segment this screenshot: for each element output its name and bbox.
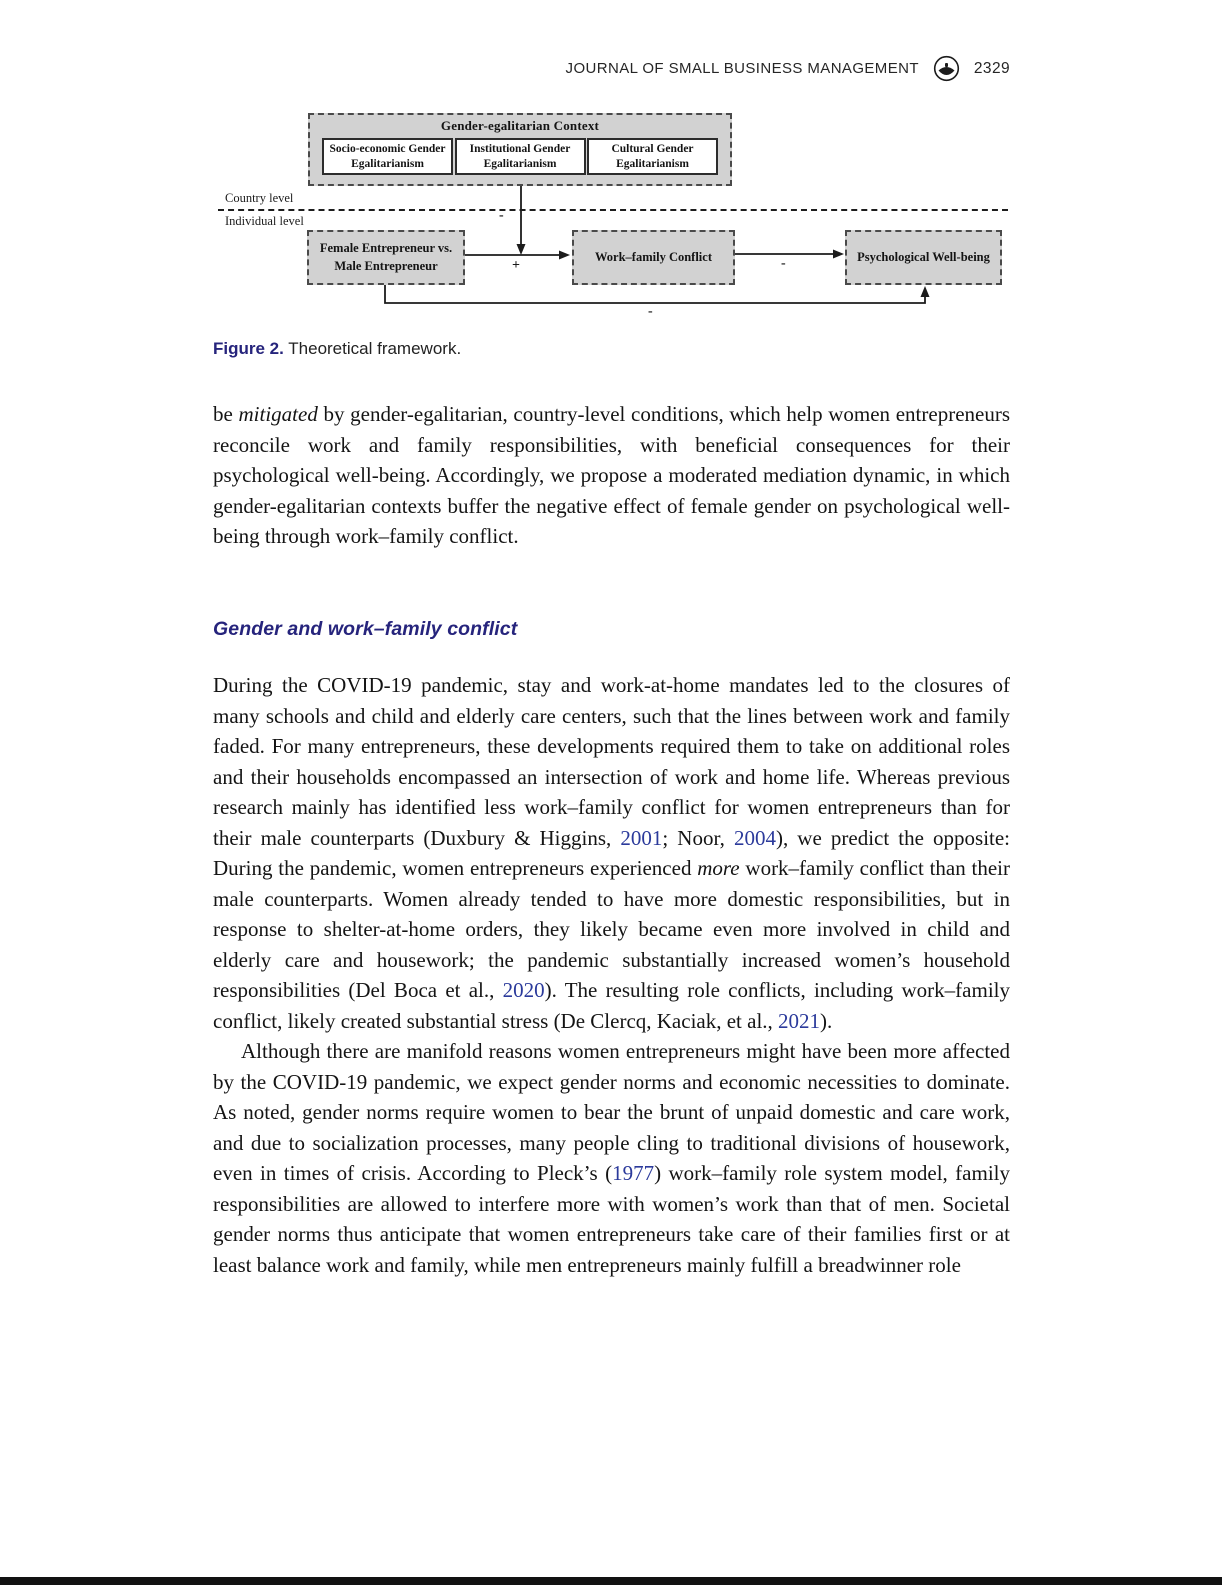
body-text: ; Noor, [662, 825, 734, 850]
body-column [213, 399, 1010, 1280]
paragraph [213, 1036, 1010, 1280]
italic-text: more [697, 856, 740, 880]
taylor-francis-logo-icon [933, 55, 960, 82]
citation-link[interactable]: 2001 [620, 825, 663, 850]
individual-level-label: Individual level [225, 214, 304, 228]
body-text: ) work–family role system model, family responsibilities are allowed to interfere more with women’s work than that of men. Societal gender norms thus anticipate that women entrepreneurs take care of their families first or at least balance work and family, while men entrepreneurs mainly fulfill a breadwinner role [213, 1161, 1010, 1277]
moderation-path-label: - [499, 208, 504, 223]
figure-caption [213, 339, 461, 359]
journal-title: JOURNAL OF SMALL BUSINESS MANAGEMENT [565, 60, 919, 77]
figure-caption-text: Theoretical framework. [283, 339, 462, 358]
context-box-title: Gender-egalitarian Context [440, 118, 600, 133]
paragraph [213, 399, 1010, 552]
figure-node-outcome: Psychological Well-being [845, 230, 1002, 285]
citation-link[interactable]: 2021 [778, 1008, 821, 1033]
italic-text: mitigated [238, 402, 318, 426]
paragraph [213, 670, 1010, 1036]
figure-node-predictor: Female Entrepreneur vs. Male Entrepreneur [307, 230, 465, 285]
context-sub-box-cultural: Cultural Gender Egalitarianism [587, 138, 718, 175]
direct-path-label: - [648, 304, 653, 319]
page-number: 2329 [973, 59, 1010, 77]
page-bottom-edge [0, 1577, 1222, 1585]
a-path-label: + [512, 258, 520, 273]
figure-caption-label: Figure 2. [213, 339, 284, 358]
body-text: ). The resulting role conflicts, including work–family conflict, likely created substantial stress (De Clercq, Kaciak, et al., [213, 978, 1010, 1033]
body-text: be [213, 402, 239, 426]
body-text: During the COVID-19 pandemic, stay and work-at-home mandates led to the closures of many schools and child and elderly care centers, such that the lines between work and family faded. For many entrepreneurs, these developments required them to take on additional roles and their households encompassed an intersection of work and home life. Whereas previous research mainly has identified less work–family conflict for women entrepreneurs than for their male counterparts (Duxbury & Higgins, [213, 673, 1010, 850]
figure-arrows [200, 100, 1020, 340]
context-sub-box-socioeconomic: Socio-economic Gender Egalitarianism [322, 138, 453, 175]
body-text: by gender-egalitarian, country-level conditions, which help women entrepreneurs reconcile work and family responsibilities, with beneficial consequences for their psychological well-being. Accordingly, we propose a moderated mediation dynamic, in which gender-egalitarian contexts buffer the negative effect of female gender on psychological well-being through work–family conflict. [213, 402, 1010, 548]
page-header [213, 55, 1010, 82]
section-heading: Gender and work–family conflict [213, 617, 518, 640]
body-text: ), we predict the opposite: During the pandemic, women entrepreneurs experienced [213, 825, 1011, 880]
figure-node-mediator: Work–family Conflict [572, 230, 735, 285]
b-path-label: - [781, 256, 786, 271]
country-level-label: Country level [225, 191, 294, 205]
context-sub-box-institutional: Institutional Gender Egalitarianism [455, 138, 586, 175]
body-text: work–family conflict than their male counterparts. Women already tended to have more domestic responsibilities, but in response to shelter-at-home orders, they likely became even more involved in child and elderly care and housework; the pandemic substantially increased women’s household responsibilities (Del Boca et al., [213, 856, 1010, 1002]
citation-link[interactable]: 1977 [612, 1161, 655, 1185]
citation-link[interactable]: 2004 [733, 825, 776, 850]
body-text: ). [820, 1008, 833, 1033]
body-text: Although there are manifold reasons women entrepreneurs might have been more affected by the COVID-19 pandemic, we expect gender norms and economic necessities to dominate. As noted, gender norms require women to bear the brunt of unpaid domestic and care work, and due to socialization processes, many people cling to traditional divisions of housework, even in times of crisis. According to Pleck’s ( [213, 1039, 1010, 1185]
citation-link[interactable]: 2020 [502, 978, 545, 1002]
